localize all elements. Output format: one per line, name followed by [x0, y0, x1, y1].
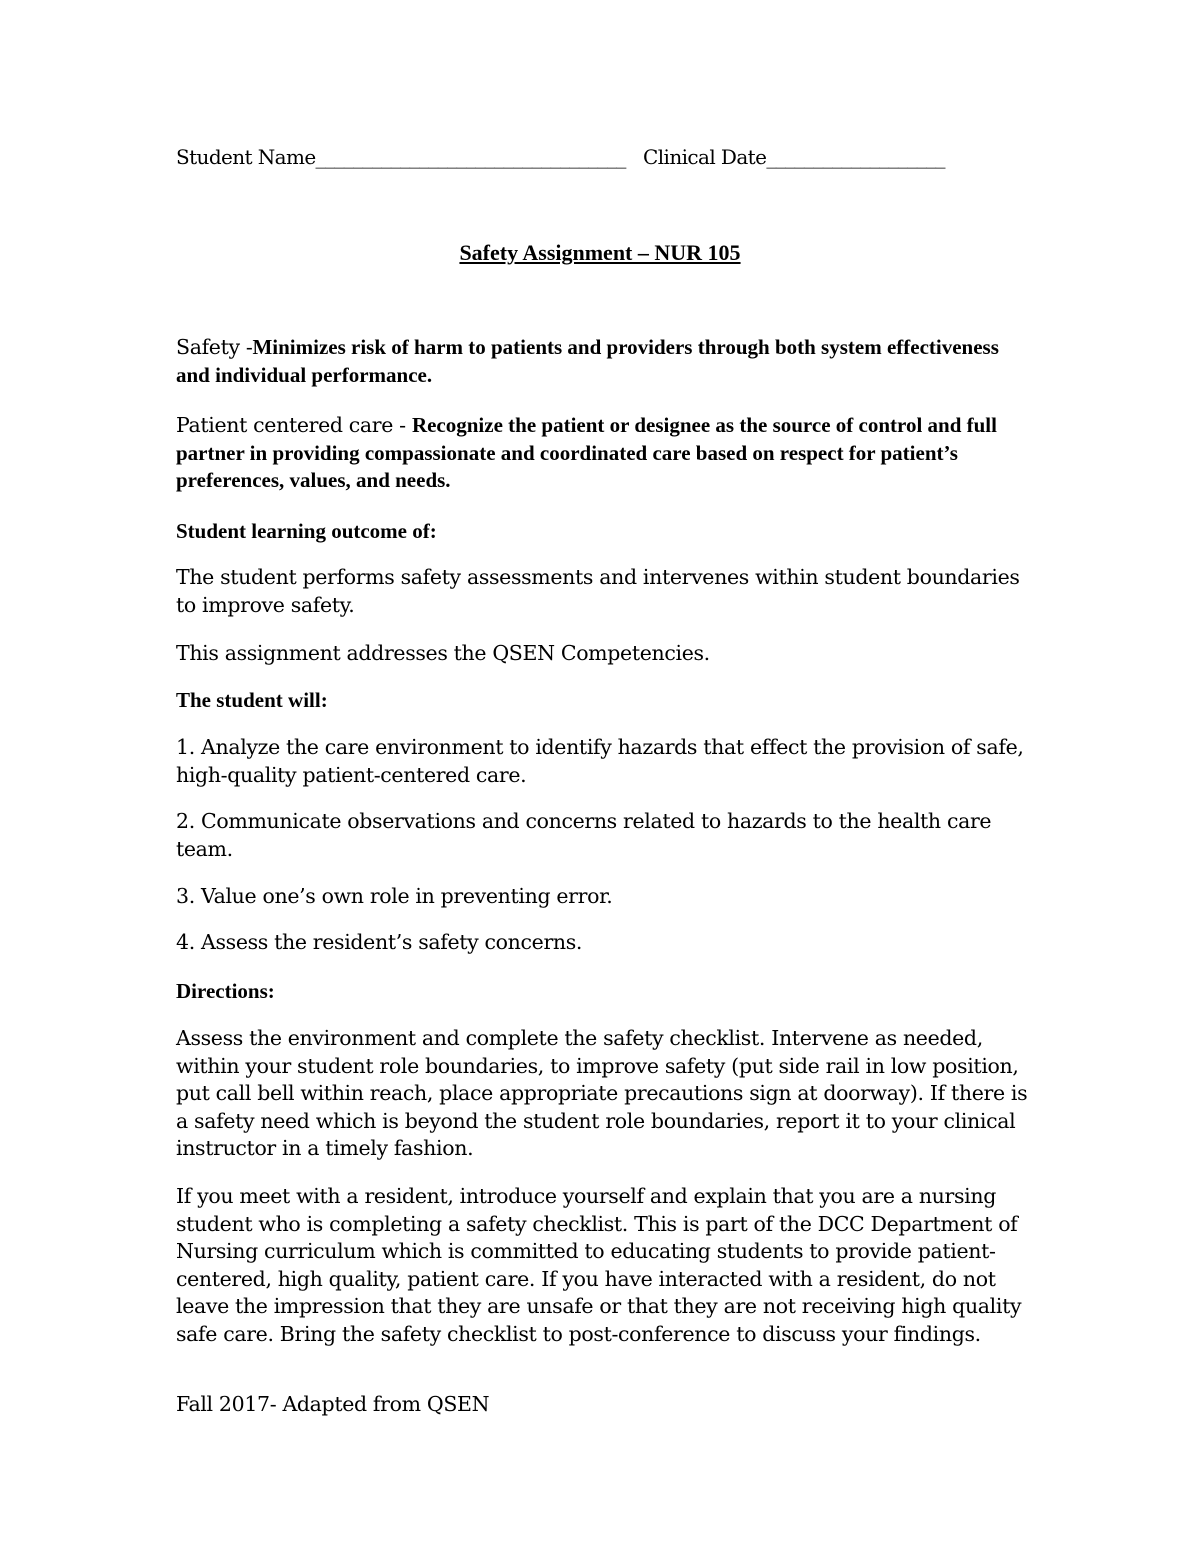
- objectives-heading: The student will:: [176, 688, 328, 712]
- safety-term: Safety -: [176, 335, 253, 359]
- directions-paragraph: If you meet with a resident, introduce yourself and explain that you are a nursing student who is completing a safety checklist. This is part of the DCC Department of Nursing curriculum which is committed to educating students to provide patient-centered, high quality, patient care. If you have interacted with a resident, do not leave the impression that they are unsafe or that they are not receiving high quality safe care. Bring the safety checklist to post-conference to discuss your findings.: [176, 1184, 1022, 1346]
- directions-paragraph: Assess the environment and complete the safety checklist. Intervene as needed, within your student role boundaries, to improve safety (put side rail in low position, put call bell within reach, place appropriate precautions sign at doorway). If there is a safety need which is beyond the student role boundaries, report it to your clinical instructor in a timely fashion.: [176, 1026, 1028, 1160]
- outcome-heading: Student learning outcome of:: [176, 519, 437, 543]
- directions-heading: Directions:: [176, 979, 275, 1003]
- footer-note: Fall 2017- Adapted from QSEN: [176, 1392, 490, 1416]
- header-fields: [176, 143, 945, 171]
- objective-item: 4. Assess the resident’s safety concerns.: [176, 930, 583, 954]
- outcome-text: The student performs safety assessments and intervenes within student boundaries to improve safety.: [176, 565, 1020, 617]
- qsen-text: This assignment addresses the QSEN Competencies.: [176, 641, 710, 665]
- objective-item: 1. Analyze the care environment to identify hazards that effect the provision of safe, high-quality patient-centered care.: [176, 735, 1024, 787]
- document-title: Safety Assignment – NUR 105: [459, 240, 741, 265]
- objective-item: 3. Value one’s own role in preventing error.: [176, 884, 613, 908]
- safety-text: Minimizes risk of harm to patients and providers through both system effectiveness and individual performance.: [176, 335, 999, 387]
- safety-definition: [176, 334, 1036, 389]
- clinical-date-field[interactable]: Clinical Date___________________: [643, 145, 945, 169]
- pcc-term: Patient centered care -: [176, 413, 412, 437]
- pcc-text: Recognize the patient or designee as the source of control and full partner in providing compassionate and coordinated care based on respect for patient’s preferences, values, and needs.: [176, 413, 997, 492]
- objective-item: 2. Communicate observations and concerns related to hazards to the health care team.: [176, 809, 992, 861]
- pcc-definition: [176, 412, 1036, 495]
- student-name-field[interactable]: Student Name_________________________________: [176, 145, 626, 169]
